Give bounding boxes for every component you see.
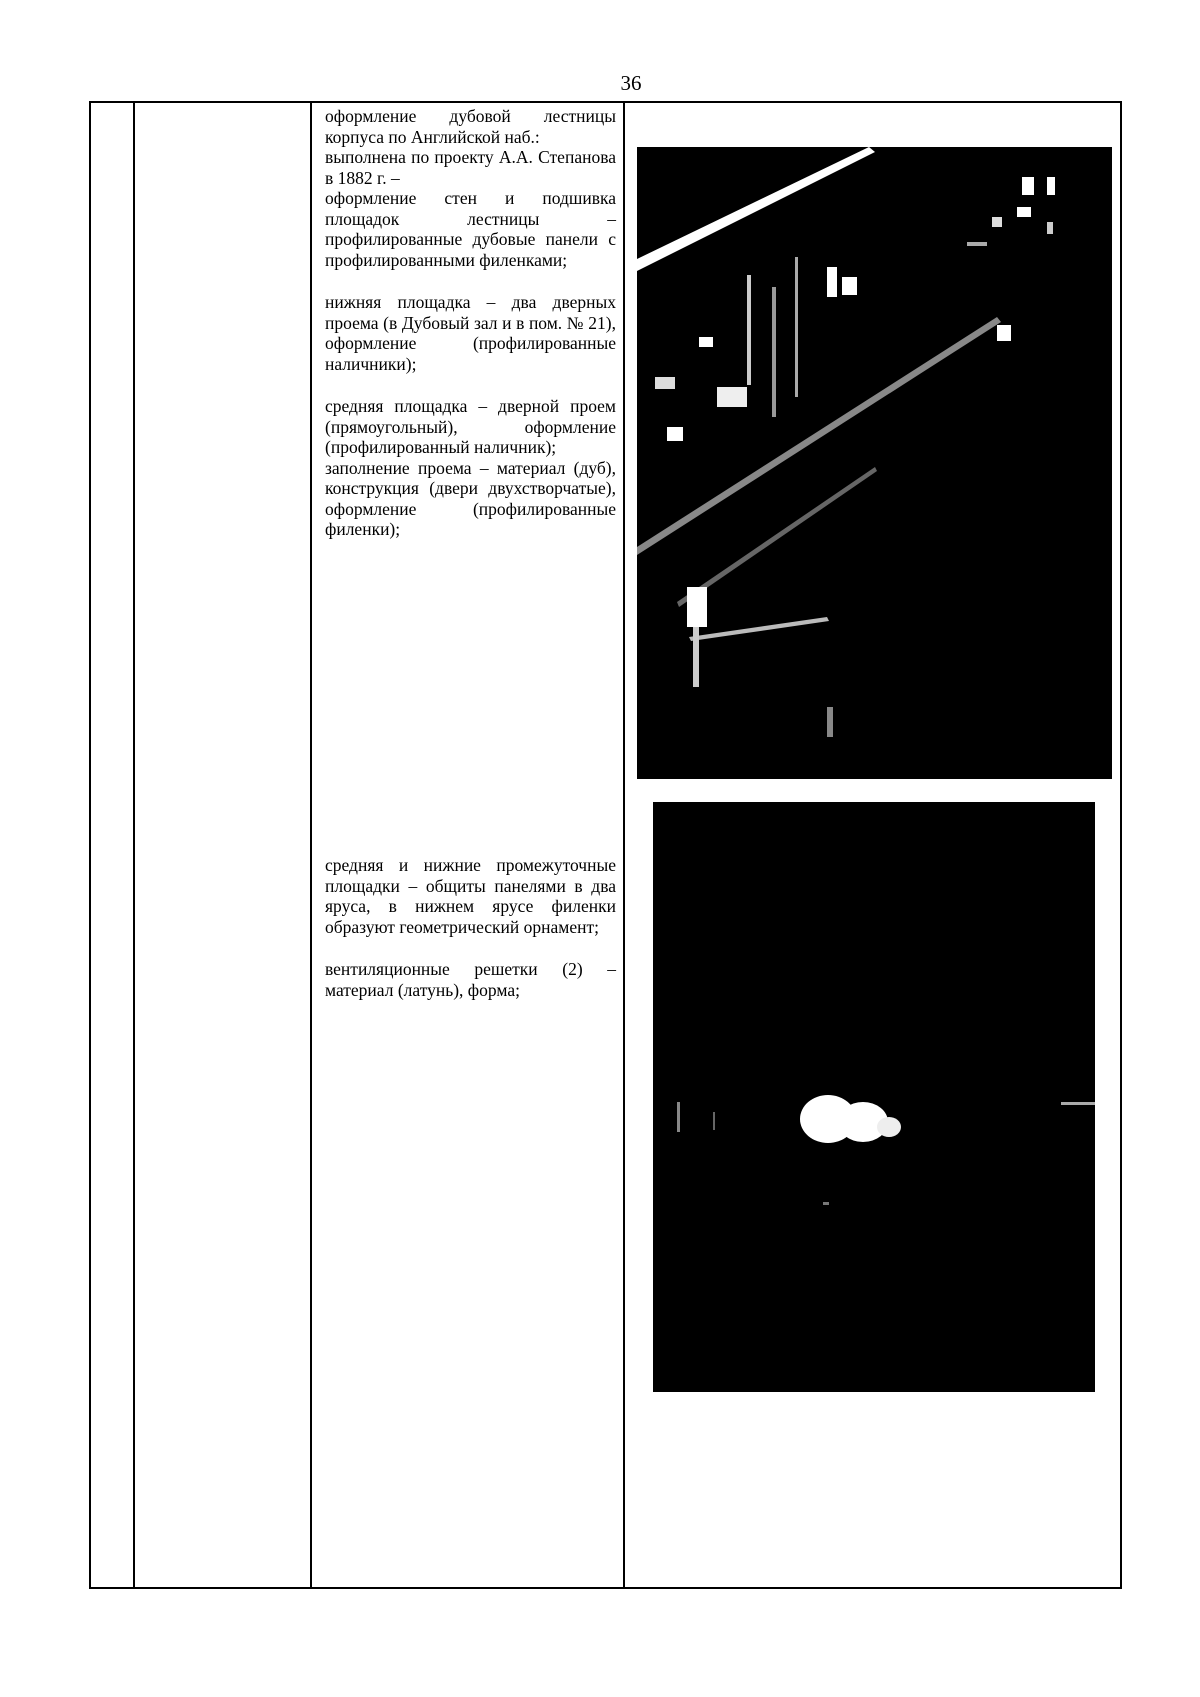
- description-door-fill: заполнение проема – материал (дуб), конструкция (двери двухстворчатые), оформление (профилированные филенки);: [325, 457, 616, 539]
- ventilation-grille-photo: [653, 802, 1095, 1392]
- ventilation-grille-photo-image: [653, 802, 1095, 1392]
- column-divider-1: [133, 103, 135, 1587]
- description-table: [89, 101, 1122, 1589]
- column-divider-3: [623, 103, 625, 1587]
- staircase-photo-image: [637, 147, 1112, 779]
- description-heading: оформление дубовой лестницы корпуса по Английской наб.:: [325, 106, 616, 147]
- description-block-lower: [325, 855, 616, 1022]
- column-divider-2: [310, 103, 312, 1587]
- description-author: выполнена по проекту А.А. Степанова в 1882 г. –: [325, 147, 616, 188]
- description-intermediate-landings: средняя и нижние промежуточные площадки – общиты панелями в два яруса, в нижнем ярусе филенки образуют геометрический орнамент;: [325, 855, 616, 937]
- staircase-photo: [637, 147, 1112, 779]
- description-ventilation-grilles: вентиляционные решетки (2) – материал (латунь), форма;: [325, 959, 616, 1000]
- description-walls: оформление стен и подшивка площадок лестницы – профилированные дубовые панели с профилированными филенками;: [325, 188, 616, 270]
- page-number: 36: [620, 71, 642, 95]
- description-lower-landing: нижняя площадка – два дверных проема (в Дубовый зал и в пом. № 21), оформление (профилированные наличники);: [325, 292, 616, 374]
- description-middle-landing: средняя площадка – дверной проем (прямоугольный), оформление (профилированный наличник);: [325, 396, 616, 457]
- description-block-upper: [325, 106, 616, 540]
